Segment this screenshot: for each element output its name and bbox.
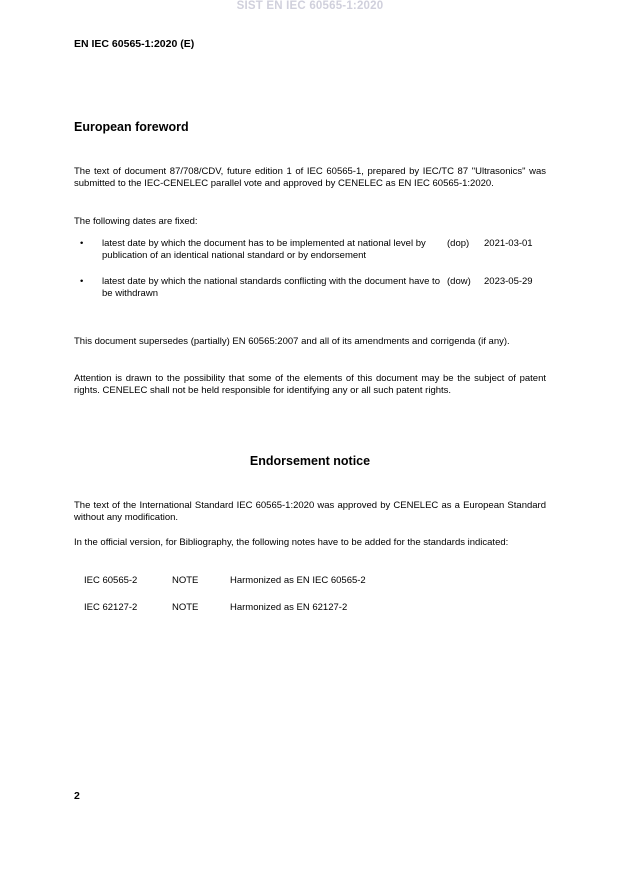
note-label: NOTE	[172, 575, 199, 586]
note-standard: IEC 62127-2	[84, 602, 138, 613]
date-item-abbr: (dop)	[447, 238, 470, 249]
supersedes-paragraph: This document supersedes (partially) EN 60565:2007 and all of its amendments and corrigenda (if any).	[74, 336, 510, 347]
foreword-heading: European foreword	[74, 120, 189, 134]
bullet: •	[80, 276, 84, 287]
note-text: Harmonized as EN 62127-2	[230, 602, 348, 613]
endorsement-text: The text of the International Standard IEC 60565-1:2020 was approved by CENELEC as a European Standard without any modification.	[74, 500, 546, 523]
document-header: EN IEC 60565-1:2020 (E)	[74, 38, 195, 50]
official-version-paragraph: In the official version, for Bibliography, the following notes have to be added for the standards indicated:	[74, 537, 509, 548]
page-number: 2	[74, 790, 80, 802]
note-text: Harmonized as EN IEC 60565-2	[230, 575, 366, 586]
patent-attention-paragraph: Attention is drawn to the possibility that some of the elements of this document may be the subject of patent rights. CENELEC shall not be held responsible for identifying any or all such patent rights.	[74, 373, 546, 396]
foreword-intro: The text of document 87/708/CDV, future edition 1 of IEC 60565-1, prepared by IEC/TC 87 "Ultrasonics" was submitted to the IEC-CENELEC parallel vote and approved by CENELEC as EN IEC 60565-1:2020.	[74, 166, 546, 189]
endorsement-heading: Endorsement notice	[249, 454, 371, 468]
date-item-text: latest date by which the national standards conflicting with the document have to be withdrawn	[102, 276, 440, 299]
dates-intro: The following dates are fixed:	[74, 216, 198, 227]
date-item-text: latest date by which the document has to be implemented at national level by publication of an identical national standard or by endorsement	[102, 238, 426, 261]
note-standard: IEC 60565-2	[84, 575, 138, 586]
date-item-date: 2023-05-29	[484, 276, 533, 287]
note-label: NOTE	[172, 602, 199, 613]
watermark: SIST EN IEC 60565-1:2020	[236, 0, 384, 12]
date-item-date: 2021-03-01	[484, 238, 533, 249]
date-item-abbr: (dow)	[447, 276, 471, 287]
bullet: •	[80, 238, 84, 249]
